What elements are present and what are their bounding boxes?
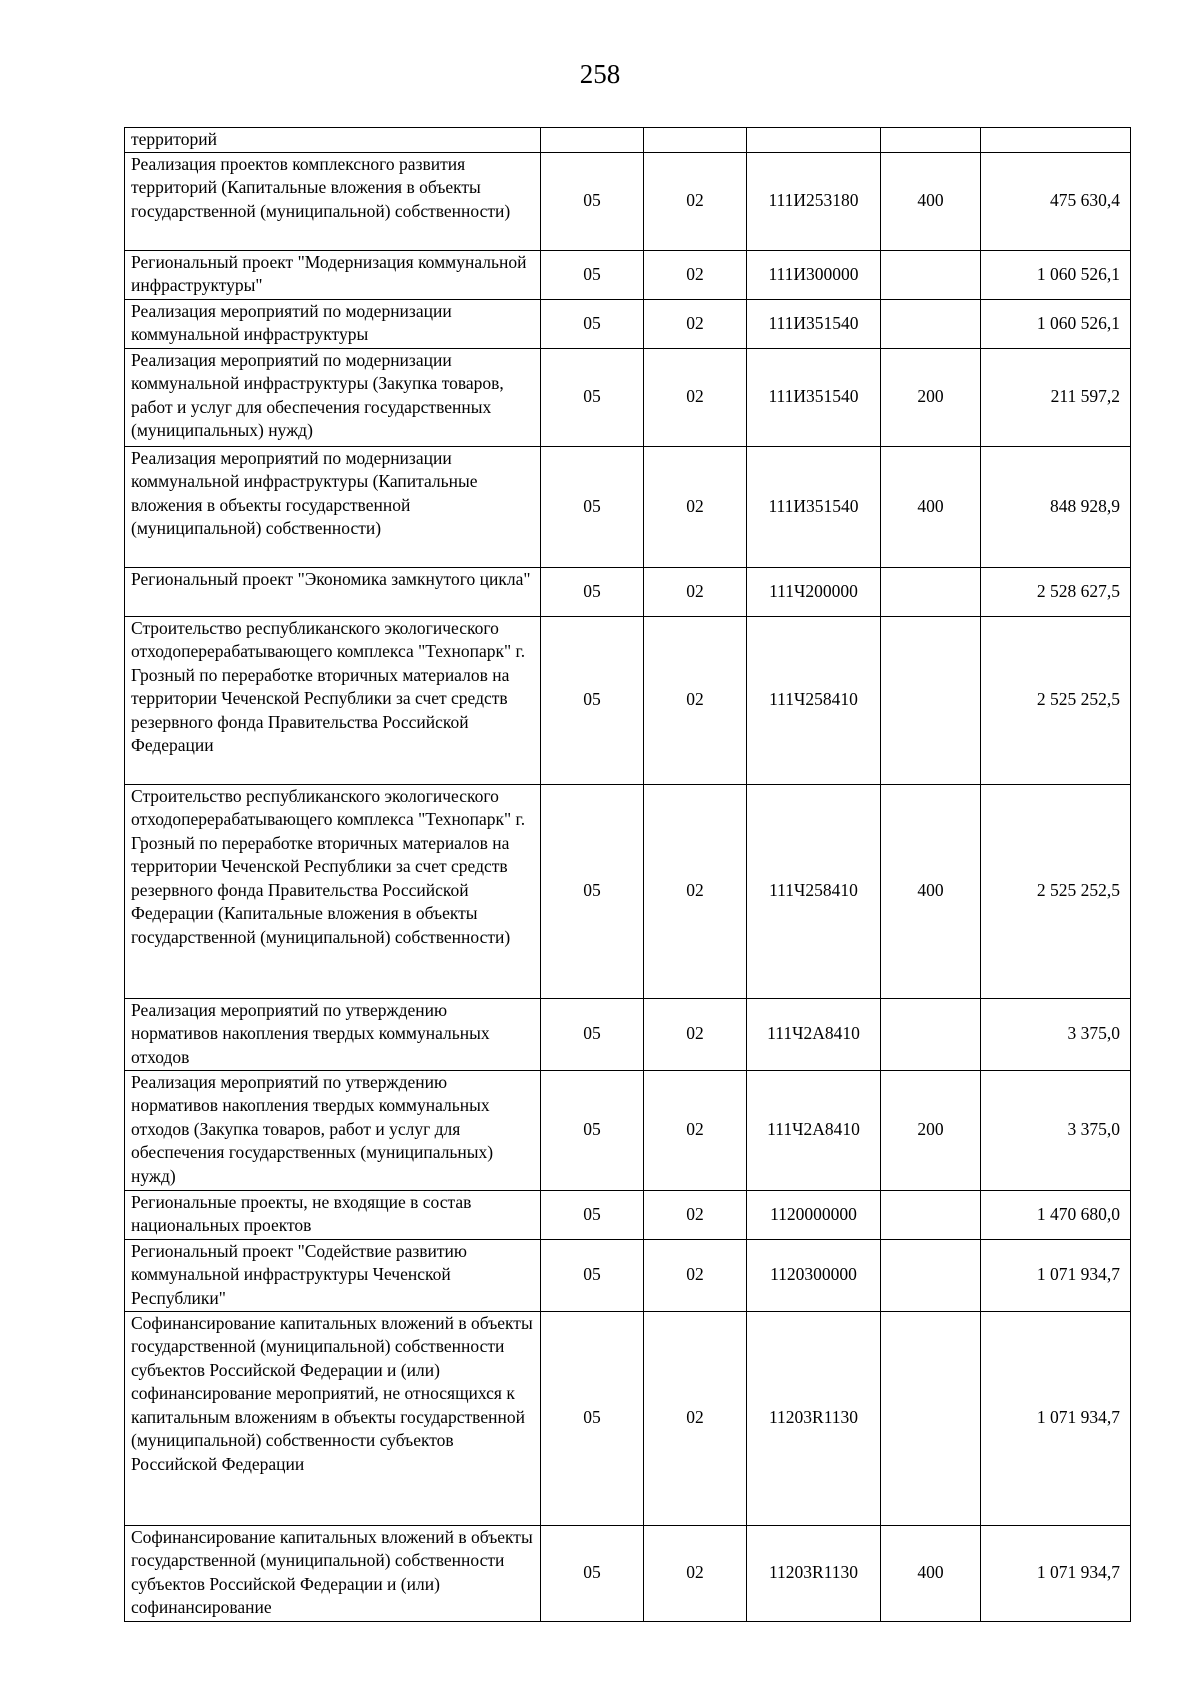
row-target: 111Ч258410 [747, 784, 881, 998]
table-row [125, 446, 1131, 567]
row-expense-type: 200 [881, 1070, 981, 1190]
table-row [125, 1525, 1131, 1621]
row-section: 05 [541, 1239, 644, 1311]
row-expense-type [881, 1239, 981, 1311]
table-row [125, 299, 1131, 348]
row-target: 111Ч2А8410 [747, 1070, 881, 1190]
row-expense-type: 200 [881, 348, 981, 446]
row-subsection: 02 [644, 616, 747, 784]
row-subsection: 02 [644, 1190, 747, 1239]
row-subsection: 02 [644, 1239, 747, 1311]
row-amount: 3 375,0 [981, 998, 1131, 1070]
row-name: Реализация мероприятий по утверждению нормативов накопления твердых коммунальных отходов [125, 998, 541, 1070]
table-row [125, 998, 1131, 1070]
row-section: 05 [541, 446, 644, 567]
row-amount: 2 525 252,5 [981, 784, 1131, 998]
row-expense-type [881, 567, 981, 616]
row-subsection: 02 [644, 299, 747, 348]
row-name: Реализация мероприятий по утверждению нормативов накопления твердых коммунальных отходов (Закупка товаров, работ и услуг для обеспечения государственных (муниципальных) нужд) [125, 1070, 541, 1190]
row-subsection: 02 [644, 348, 747, 446]
row-amount: 1 470 680,0 [981, 1190, 1131, 1239]
row-target: 111Ч258410 [747, 616, 881, 784]
row-name: Региональные проекты, не входящие в состав национальных проектов [125, 1190, 541, 1239]
row-name: Реализация мероприятий по модернизации коммунальной инфраструктуры (Закупка товаров, работ и услуг для обеспечения государственных (муниципальных) нужд) [125, 348, 541, 446]
row-section: 05 [541, 616, 644, 784]
table-row [125, 1190, 1131, 1239]
table-row [125, 616, 1131, 784]
page-number: 258 [579, 59, 621, 89]
row-subsection: 02 [644, 567, 747, 616]
row-section: 05 [541, 784, 644, 998]
row-target: 111И351540 [747, 446, 881, 567]
row-subsection: 02 [644, 1525, 747, 1621]
row-expense-type [881, 299, 981, 348]
row-expense-type: 400 [881, 1525, 981, 1621]
table-row [125, 567, 1131, 616]
row-expense-type: 400 [881, 446, 981, 567]
row-expense-type [881, 128, 981, 153]
row-target: 111И300000 [747, 250, 881, 299]
row-subsection: 02 [644, 1070, 747, 1190]
row-expense-type [881, 1311, 981, 1525]
row-expense-type [881, 998, 981, 1070]
row-subsection: 02 [644, 446, 747, 567]
row-name: Реализация мероприятий по модернизации коммунальной инфраструктуры (Капитальные вложения в объекты государственной (муниципальной) собственности) [125, 446, 541, 567]
row-subsection [644, 128, 747, 153]
table-row [125, 1070, 1131, 1190]
row-target: 11203R1130 [747, 1311, 881, 1525]
row-name: Региональный проект "Содействие развитию коммунальной инфраструктуры Чеченской Республики" [125, 1239, 541, 1311]
row-section: 05 [541, 1070, 644, 1190]
row-subsection: 02 [644, 784, 747, 998]
row-name: Строительство республиканского экологического отходоперерабатывающего комплекса "Технопарк" г. Грозный по переработке вторичных материалов на территории Чеченской Республики за счет средств резервного фонда Правительства Российской Федерации (Капитальные вложения в объекты государственной (муниципальной) собственности) [125, 784, 541, 998]
row-section: 05 [541, 567, 644, 616]
row-amount: 1 060 526,1 [981, 299, 1131, 348]
row-section: 05 [541, 152, 644, 250]
row-target: 1120300000 [747, 1239, 881, 1311]
row-name: Софинансирование капитальных вложений в объекты государственной (муниципальной) собственности субъектов Российской Федерации и (или) софинансирование [125, 1525, 541, 1621]
row-expense-type [881, 616, 981, 784]
row-amount: 475 630,4 [981, 152, 1131, 250]
row-name: территорий [125, 128, 541, 153]
row-amount: 1 071 934,7 [981, 1239, 1131, 1311]
table-row [125, 1311, 1131, 1525]
row-section: 05 [541, 299, 644, 348]
row-target: 111И351540 [747, 348, 881, 446]
table-row [125, 1239, 1131, 1311]
budget-table-body [125, 128, 1131, 1622]
row-target: 111Ч200000 [747, 567, 881, 616]
table-row [125, 348, 1131, 446]
row-target [747, 128, 881, 153]
row-amount [981, 128, 1131, 153]
row-section [541, 128, 644, 153]
row-subsection: 02 [644, 1311, 747, 1525]
row-subsection: 02 [644, 152, 747, 250]
row-name: Софинансирование капитальных вложений в объекты государственной (муниципальной) собственности субъектов Российской Федерации и (или) софинансирование мероприятий, не относящихся к капитальным вложениям в объекты государственной (муниципальной) собственности субъектов Российской Федерации [125, 1311, 541, 1525]
row-expense-type [881, 1190, 981, 1239]
row-section: 05 [541, 1190, 644, 1239]
row-amount: 1 060 526,1 [981, 250, 1131, 299]
row-expense-type: 400 [881, 152, 981, 250]
row-target: 111И253180 [747, 152, 881, 250]
row-name: Строительство республиканского экологического отходоперерабатывающего комплекса "Технопарк" г. Грозный по переработке вторичных материалов на территории Чеченской Республики за счет средств резервного фонда Правительства Российской Федерации [125, 616, 541, 784]
row-target: 11203R1130 [747, 1525, 881, 1621]
row-section: 05 [541, 1311, 644, 1525]
table-row [125, 128, 1131, 153]
row-section: 05 [541, 1525, 644, 1621]
row-name: Региональный проект "Экономика замкнутого цикла" [125, 567, 541, 616]
row-target: 1120000000 [747, 1190, 881, 1239]
row-section: 05 [541, 998, 644, 1070]
row-amount: 2 528 627,5 [981, 567, 1131, 616]
table-row [125, 152, 1131, 250]
row-expense-type [881, 250, 981, 299]
row-name: Реализация проектов комплексного развития территорий (Капитальные вложения в объекты государственной (муниципальной) собственности) [125, 152, 541, 250]
table-row [125, 250, 1131, 299]
row-amount: 211 597,2 [981, 348, 1131, 446]
row-name: Реализация мероприятий по модернизации коммунальной инфраструктуры [125, 299, 541, 348]
row-amount: 3 375,0 [981, 1070, 1131, 1190]
row-expense-type: 400 [881, 784, 981, 998]
table-row [125, 784, 1131, 998]
row-amount: 1 071 934,7 [981, 1311, 1131, 1525]
row-amount: 2 525 252,5 [981, 616, 1131, 784]
row-target: 111И351540 [747, 299, 881, 348]
row-amount: 848 928,9 [981, 446, 1131, 567]
row-subsection: 02 [644, 250, 747, 299]
row-subsection: 02 [644, 998, 747, 1070]
row-target: 111Ч2А8410 [747, 998, 881, 1070]
budget-table [124, 127, 1131, 1622]
row-section: 05 [541, 250, 644, 299]
row-name: Региональный проект "Модернизация коммунальной инфраструктуры" [125, 250, 541, 299]
row-amount: 1 071 934,7 [981, 1525, 1131, 1621]
row-section: 05 [541, 348, 644, 446]
